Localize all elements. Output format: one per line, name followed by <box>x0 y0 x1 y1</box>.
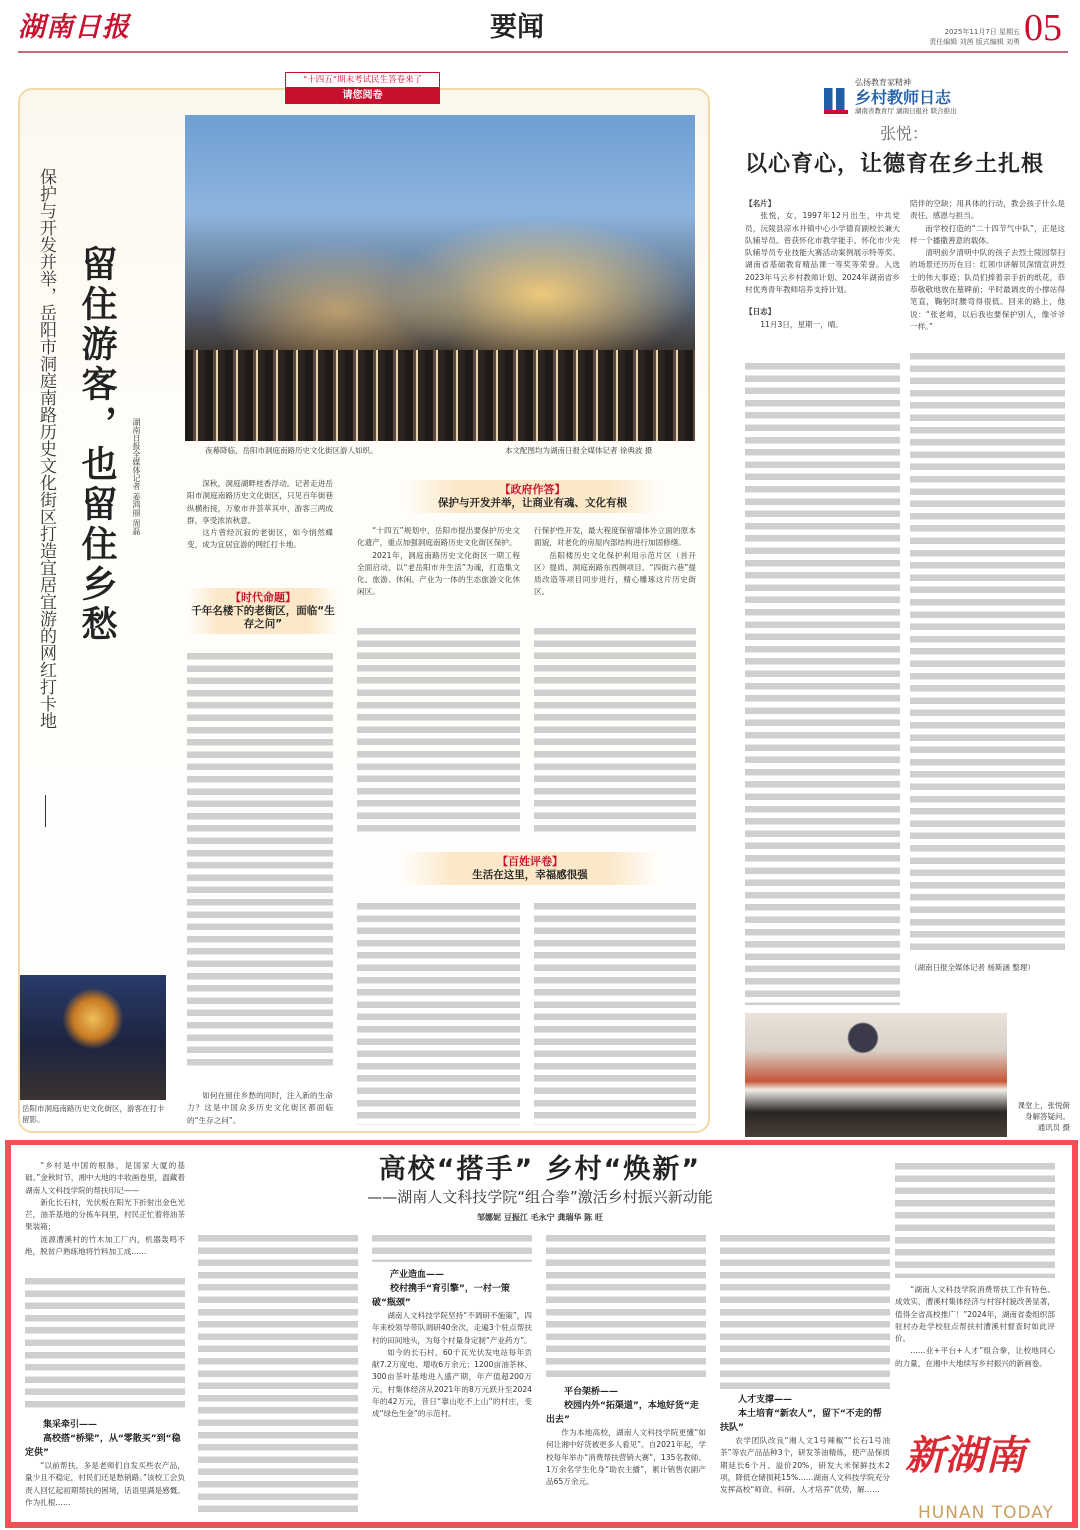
text-block <box>187 650 333 1070</box>
bottom-section-3 <box>546 1385 706 1488</box>
page-number: 05 <box>1024 7 1062 49</box>
feature-title: 留住游客，也留住乡愁 <box>76 245 117 645</box>
photo-credit: 通讯员 摄 <box>1037 1123 1070 1132</box>
section-header-gov <box>405 480 660 513</box>
column-logo-mark <box>824 88 848 114</box>
text-block <box>357 900 520 1125</box>
teacher-article-title: 以心育心，让德育在乡土扎根 <box>745 151 1045 177</box>
paragraph: 作为本地高校，湖南人文科技学院更懂“如何让湘中好货被更多人看见”。自2021年起，学校每年举办“消费帮扶营销大赛”，135名教师、1万余名学生化身“助农主播”，累计销售农副产品65万余元。 <box>546 1428 706 1487</box>
series-tag: “十四五”期末考试民生答卷来了 <box>285 72 440 88</box>
feature-intro <box>187 478 333 552</box>
hunan-today-watermark: HUNAN TODAY <box>918 1503 1054 1523</box>
bottom-section-1 <box>25 1418 185 1509</box>
text-block <box>534 625 696 837</box>
section-heading: 本土培育“新农人”，留下“不走的帮扶队” <box>720 1409 882 1433</box>
text-block <box>745 360 900 1005</box>
gov-col1 <box>357 525 520 599</box>
subtitle-dash <box>45 795 46 827</box>
paragraph: 新化长石村，光伏板在阳光下折射出金色光芒，油茶基地的分拣车间里，村民正忙着将油茶果装箱； <box>25 1197 185 1232</box>
feature-subtitle: 保护与开发并举，岳阳市洞庭南路历史文化街区打造宜居宜游的网红打卡地 <box>36 168 56 729</box>
bottom-section-2 <box>372 1268 532 1421</box>
xinhunan-watermark-logo: 新湖南 <box>905 1432 1025 1479</box>
paragraph: 农学团队改良“湘人文1号辣椒”“长石1号油茶”等农产品品种3个，研发茶油精炼，使产品保质期延长6个月、溢价20%，研发大米保鲜技术2项，降低仓储损耗15%……湖南人文科技学院充分发挥高校“师资、科研、人才培养”优势，解…… <box>720 1436 890 1495</box>
section-title: 要闻 <box>490 12 544 43</box>
card-label: 【名片】 <box>745 199 776 208</box>
section-kicker: 平台架桥—— <box>564 1387 619 1397</box>
issue-date: 2025年11月7日 星期五 <box>944 28 1020 36</box>
card-text: 张悦，女，1997年12月出生，中共党员，沅陵县凉水井镇中心小学德育副校长兼大队辅导员。曾获怀化市教学能手、怀化市少先队辅导员专业技能大赛活动案例展示特等奖、湖南省基础教育精品课一等奖等荣誉。入选2023年马云乡村教师计划、2024年湖南省乡村优秀青年教师培养支持计划。 <box>745 211 900 295</box>
text-block <box>534 900 696 1125</box>
newspaper-logo: 湖南日报 <box>18 12 130 43</box>
section-kicker: 产业造血—— <box>390 1270 445 1280</box>
classroom-photo <box>745 1013 1007 1137</box>
bottom-title: 高校“搭手” 乡村“焕新” <box>378 1154 702 1185</box>
section-heading: 高校搭“桥梁”，从“零散买”到“稳定供” <box>25 1434 181 1458</box>
paragraph: “湖南人文科技学院消费帮扶工作有特色、成效实，漕溪村集体经济与村容村貌改善显著，值得全省高校推广！”2024年，湖南省委组织部驻村办赴学校驻点帮扶村漕溪村督查时如此评价。 <box>895 1285 1055 1344</box>
paragraph: 如今的长石村，60千瓦光伏发电站每年贡献7.2万度电、增收6万余元；1200亩油茶林、300亩茶叶基地进入盛产期，年产值超200万元，村集体经济从2021年的8万元跃升至2024年的42万元，昔日“靠山吃不上山”的村庄，变成“绿色生金”的示范村。 <box>372 1347 532 1419</box>
paragraph: 行保护性开发，最大程度保留墙体外立面的原本面貌，对老化的房屋内部结构进行加固修缮。 <box>534 526 696 548</box>
diary-date: 11月3日，星期一，晴。 <box>760 319 844 329</box>
paragraph: “以前帮扶，多是老师们自发买些农产品，量少且不稳定，村民们还是愁销路。”该校工会负责人回忆起初期帮扶的困境，话语里满是感慨。作为扎根…… <box>25 1461 185 1507</box>
teacher-col2 <box>910 198 1065 333</box>
section-heading: 校园内外“拓渠道”，本地好货“走出去” <box>546 1401 699 1425</box>
section-kicker: 人才支撑—— <box>738 1395 793 1405</box>
section-tag: 【时代命题】 <box>230 591 296 604</box>
bottom-byline: 邹娜妮 豆振江 毛永宁 龚瑞华 陈 旺 <box>477 1213 603 1222</box>
text-block <box>357 625 520 837</box>
text-block <box>198 1232 358 1517</box>
issue-editors: 责任编辑 刘茜 版式编辑 刘勇 <box>929 38 1020 46</box>
teacher-credit: （湖南日报全媒体记者 杨斯涵 整理） <box>910 963 1035 972</box>
section-header-era <box>188 588 338 634</box>
paragraph: 涟源漕溪村的竹木加工厂内，机器轰鸣不绝，脱贫户熟练地将竹料加工成…… <box>25 1234 185 1257</box>
text-block <box>372 1232 532 1262</box>
teacher-col1 <box>745 198 900 331</box>
photo-caption: 课堂上，张悦俯身解答疑问。 <box>1017 1101 1070 1121</box>
crowd-silhouette <box>185 350 695 441</box>
gov-col2 <box>534 525 696 599</box>
photo-caption: 夜幕降临，岳阳市洞庭南路历史文化街区游人如织。 <box>205 446 378 455</box>
photo-credit: 本文配图均为湖南日报全媒体记者 徐典波 摄 <box>505 446 653 455</box>
bottom-col6 <box>895 1284 1055 1370</box>
column-logo <box>820 78 957 116</box>
column-org: 湖南省教育厅 湖南日报社 联合推出 <box>855 107 957 115</box>
paragraph: “十四五”规划中，岳阳市提出要保护历史文化遗产，重点加强洞庭南路历史文化街区保护。 <box>357 526 520 548</box>
street-night-photo <box>185 115 695 441</box>
small-photo-caption: 岳阳市洞庭南路历史文化街区，游客在打卡留影。 <box>22 1104 165 1124</box>
section-tag: 【政府作答】 <box>499 483 566 496</box>
diary-label: 【日志】 <box>745 307 776 317</box>
text-block <box>546 1232 706 1380</box>
text-block <box>910 350 1065 955</box>
masthead-rule <box>18 51 1068 53</box>
bottom-subtitle: ——湖南人文科技学院“组合拳”激活乡村振兴新动能 <box>367 1188 713 1206</box>
paragraph: 如何在留住乡愁的同时，注入新的生命力？这是中国众多历史文化街区都面临的“生存之问”。 <box>187 1091 333 1125</box>
column-name: 乡村教师日志 <box>855 88 952 107</box>
bottom-col1 <box>25 1160 185 1258</box>
paragraph: “乡村是中国的根脉，是国家大厦的基础。”金秋时节，湘中大地的丰收画卷里，温藏着湖南人文科技学院的帮扶印记—— <box>25 1161 185 1195</box>
paragraph: 陪伴的空缺；用具体的行动，教会孩子什么是责任、感恩与担当。 <box>910 199 1065 221</box>
tourist-photo <box>20 975 166 1100</box>
feature-byline: 湖南日报全媒体记者 姜鸿丽 周磊 <box>132 418 141 536</box>
section-heading: 保护与开发并举，让商业有魂、文化有根 <box>438 497 627 509</box>
paragraph: 深秋，洞庭湖畔桂香浮动。记者走进岳阳市洞庭南路历史文化街区，只见百年街巷纵横衔接，万象市井荟萃其中，游客三两成群，享受浓浓秋意。 <box>187 479 333 525</box>
bottom-section-4 <box>720 1393 890 1496</box>
teacher-name: 张悦： <box>880 124 929 143</box>
paragraph: 清明前夕清明中队的孩子去烈士陵园祭扫的场景还历历在目：红领巾讲解员深情宣讲烈士的伟大事迹；队员们捧着亲手折的纸花，恭恭敬敬地放在墓碑前；平时最调皮的小撑站得笔直，鞠躬时腰弯得很低。回来的路上，他说：“张老师，以后我也要保护别人，像爷爷一样。” <box>910 248 1065 331</box>
classroom-caption <box>1012 1100 1070 1133</box>
section-heading: 生活在这里，幸福感很强 <box>472 869 588 881</box>
text-block <box>25 1275 185 1410</box>
section-header-people <box>400 852 660 885</box>
series-banner: 请您阅卷 <box>285 88 440 104</box>
paragraph: ……业+平台+人才”组合拳，让校地同心的力量，在湘中大地续写乡村振兴的新画卷。 <box>895 1346 1055 1368</box>
paragraph: 这片曾经沉寂的老街区，如今悄然蝶变，成为宜居宜游的网红打卡地。 <box>187 528 333 550</box>
section-kicker: 集采牵引—— <box>43 1420 98 1430</box>
paragraph: 而学校打造的“二十四节气中队”，正是这样一个播撒善意的载体。 <box>910 223 1065 245</box>
section-heading: 千年名楼下的老街区，面临“生存之问” <box>191 605 335 630</box>
paragraph: 湖南人文科技学院坚持“不调研不施策”，四年来校领导带队调研40余次，走遍3个驻点帮扶村的田间地头，为每个村量身定制“产业药方”。 <box>372 1311 532 1345</box>
issue-info <box>895 27 1020 47</box>
text-block <box>895 1160 1055 1278</box>
paragraph: 岳阳楼历史文化保护利用示范片区（首开区）提质、洞庭南路东西侧项目、“四街六巷”提质改造等项目同步进行，精心雕琢这片历史街区。 <box>534 550 696 597</box>
paragraph: 2021年，洞庭南路历史文化街区一期工程全面启动，以“老岳阳市井生活”为魂，打造集文化、旅游、休闲、产业为一体的生态旅游文化休闲区。 <box>357 550 520 597</box>
section-heading: 校村携手“育引擎”，一村一策破“瓶颈” <box>372 1284 510 1308</box>
feature-col1-end <box>187 1090 333 1127</box>
text-block <box>720 1232 890 1390</box>
section-tag: 【百姓评卷】 <box>497 855 563 868</box>
column-kicker: 弘扬教育家精神 <box>855 78 911 87</box>
